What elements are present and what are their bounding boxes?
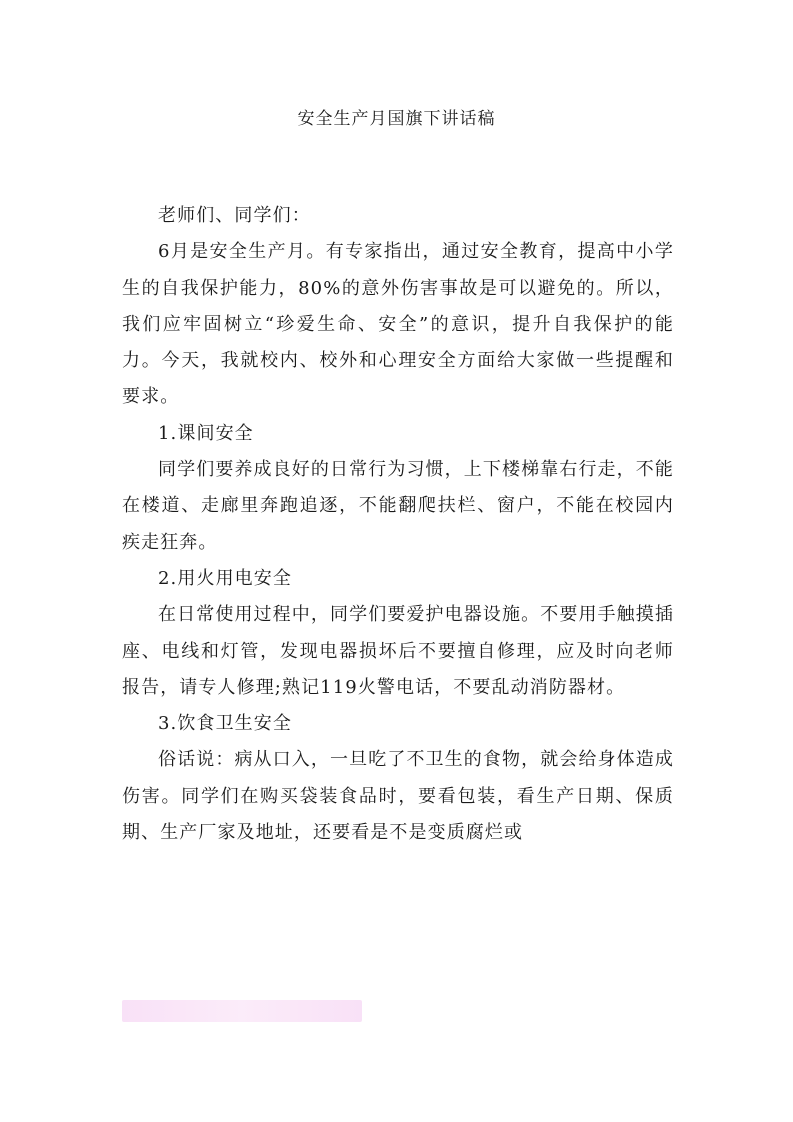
section-heading-fire-electric-safety: 2.用火用电安全 [158,567,292,589]
section-heading-break-safety: 1.课间安全 [158,422,254,444]
break-safety-paragraph: 同学们要养成良好的日常行为习惯，上下楼梯靠右行走，不能在楼道、走廊里奔跑追逐，不能翻爬扶栏、窗户，不能在校园内疾走狂奔。 [122,459,674,553]
section-heading-food-safety: 3.饮食卫生安全 [158,713,292,735]
fire-electric-safety-paragraph: 在日常使用过程中，同学们要爱护电器设施。不要用手触摸插座、电线和灯管，发现电器损坏后不要擅自修理，应及时向老师报告，请专人修理;熟记119火警电话，不要乱动消防器材。 [122,604,674,698]
food-safety-paragraph: 俗话说：病从口入，一旦吃了不卫生的食物，就会给身体造成伤害。同学们在购买袋装食品时，要看包装，看生产日期、保质期、生产厂家及地址，还要看是不是变质腐烂或 [122,749,674,844]
intro-paragraph: 6月是安全生产月。有专家指出，通过安全教育，提高中小学生的自我保护能力，80%的意外伤害事故是可以避免的。所以，我们应牢固树立“珍爱生命、安全”的意识，提升自我保护的能力。今天，我就校内、校外和心理安全方面给大家做一些提醒和要求。 [122,241,674,408]
document-body [122,198,674,851]
greeting-paragraph: 老师们、同学们： [158,205,311,226]
document-title: 安全生产月国旗下讲话稿 [297,109,496,129]
watermark [122,1000,362,1022]
